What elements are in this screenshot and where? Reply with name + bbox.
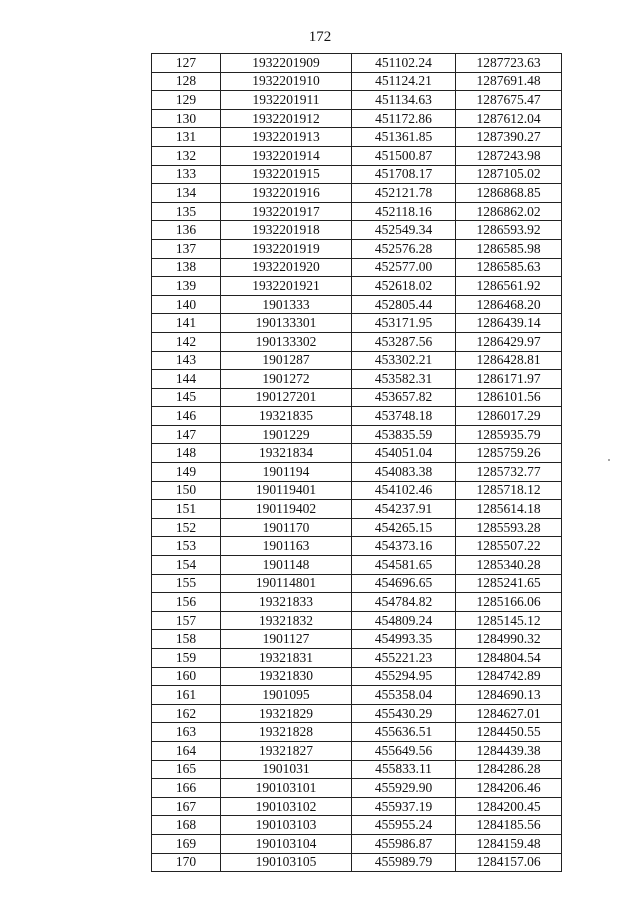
y-coordinate-cell: 1285759.26	[456, 444, 562, 463]
table-row	[152, 816, 562, 835]
table-row	[152, 239, 562, 258]
row-number-cell: 163	[152, 723, 221, 742]
x-coordinate-cell: 454696.65	[352, 574, 456, 593]
point-id-cell: 19321832	[221, 611, 352, 630]
x-coordinate-cell: 453287.56	[352, 332, 456, 351]
point-id-cell: 1932201918	[221, 221, 352, 240]
row-number-cell: 141	[152, 314, 221, 333]
point-id-cell: 1932201913	[221, 128, 352, 147]
table-row	[152, 518, 562, 537]
x-coordinate-cell: 451500.87	[352, 146, 456, 165]
x-coordinate-cell: 451134.63	[352, 91, 456, 110]
x-coordinate-cell: 455430.29	[352, 704, 456, 723]
table-row	[152, 277, 562, 296]
y-coordinate-cell: 1286561.92	[456, 277, 562, 296]
table-row	[152, 667, 562, 686]
x-coordinate-cell: 454051.04	[352, 444, 456, 463]
table-row	[152, 370, 562, 389]
row-number-cell: 155	[152, 574, 221, 593]
point-id-cell: 190103104	[221, 834, 352, 853]
row-number-cell: 146	[152, 407, 221, 426]
x-coordinate-cell: 453657.82	[352, 388, 456, 407]
row-number-cell: 151	[152, 500, 221, 519]
y-coordinate-cell: 1286429.97	[456, 332, 562, 351]
table-row	[152, 574, 562, 593]
x-coordinate-cell: 454373.16	[352, 537, 456, 556]
x-coordinate-cell: 452118.16	[352, 202, 456, 221]
y-coordinate-cell: 1285145.12	[456, 611, 562, 630]
table-row	[152, 649, 562, 668]
x-coordinate-cell: 452549.34	[352, 221, 456, 240]
table-row	[152, 184, 562, 203]
row-number-cell: 145	[152, 388, 221, 407]
table-row	[152, 779, 562, 798]
y-coordinate-cell: 1286585.98	[456, 239, 562, 258]
y-coordinate-cell: 1284185.56	[456, 816, 562, 835]
row-number-cell: 170	[152, 853, 221, 872]
y-coordinate-cell: 1285614.18	[456, 500, 562, 519]
row-number-cell: 167	[152, 797, 221, 816]
table-row	[152, 332, 562, 351]
point-id-cell: 1932201917	[221, 202, 352, 221]
x-coordinate-cell: 455221.23	[352, 649, 456, 668]
x-coordinate-cell: 454993.35	[352, 630, 456, 649]
x-coordinate-cell: 455294.95	[352, 667, 456, 686]
table-row	[152, 853, 562, 872]
x-coordinate-cell: 451172.86	[352, 109, 456, 128]
x-coordinate-cell: 455937.19	[352, 797, 456, 816]
point-id-cell: 190103101	[221, 779, 352, 798]
y-coordinate-cell: 1286593.92	[456, 221, 562, 240]
y-coordinate-cell: 1284804.54	[456, 649, 562, 668]
table-row	[152, 741, 562, 760]
x-coordinate-cell: 455986.87	[352, 834, 456, 853]
y-coordinate-cell: 1286428.81	[456, 351, 562, 370]
table-row	[152, 444, 562, 463]
point-id-cell: 19321830	[221, 667, 352, 686]
row-number-cell: 154	[152, 556, 221, 575]
row-number-cell: 136	[152, 221, 221, 240]
y-coordinate-cell: 1284450.55	[456, 723, 562, 742]
row-number-cell: 157	[152, 611, 221, 630]
row-number-cell: 169	[152, 834, 221, 853]
row-number-cell: 128	[152, 72, 221, 91]
coordinates-table-body	[152, 54, 562, 872]
table-row	[152, 630, 562, 649]
y-coordinate-cell: 1285166.06	[456, 593, 562, 612]
y-coordinate-cell: 1285718.12	[456, 481, 562, 500]
point-id-cell: 1901333	[221, 295, 352, 314]
row-number-cell: 139	[152, 277, 221, 296]
table-row	[152, 481, 562, 500]
x-coordinate-cell: 453835.59	[352, 425, 456, 444]
row-number-cell: 165	[152, 760, 221, 779]
point-id-cell: 1932201920	[221, 258, 352, 277]
point-id-cell: 190119402	[221, 500, 352, 519]
x-coordinate-cell: 455358.04	[352, 686, 456, 705]
row-number-cell: 153	[152, 537, 221, 556]
y-coordinate-cell: 1287691.48	[456, 72, 562, 91]
x-coordinate-cell: 455929.90	[352, 779, 456, 798]
y-coordinate-cell: 1285935.79	[456, 425, 562, 444]
point-id-cell: 190103103	[221, 816, 352, 835]
x-coordinate-cell: 451361.85	[352, 128, 456, 147]
row-number-cell: 150	[152, 481, 221, 500]
table-row	[152, 91, 562, 110]
point-id-cell: 190127201	[221, 388, 352, 407]
point-id-cell: 190103105	[221, 853, 352, 872]
point-id-cell: 1901031	[221, 760, 352, 779]
point-id-cell: 1932201916	[221, 184, 352, 203]
table-row	[152, 72, 562, 91]
table-row	[152, 295, 562, 314]
table-row	[152, 611, 562, 630]
y-coordinate-cell: 1286171.97	[456, 370, 562, 389]
point-id-cell: 1901170	[221, 518, 352, 537]
table-row	[152, 797, 562, 816]
table-row	[152, 314, 562, 333]
point-id-cell: 19321835	[221, 407, 352, 426]
row-number-cell: 127	[152, 54, 221, 73]
table-row	[152, 556, 562, 575]
x-coordinate-cell: 452576.28	[352, 239, 456, 258]
table-row	[152, 723, 562, 742]
point-id-cell: 1932201919	[221, 239, 352, 258]
table-row	[152, 537, 562, 556]
y-coordinate-cell: 1284627.01	[456, 704, 562, 723]
point-id-cell: 1901127	[221, 630, 352, 649]
point-id-cell: 190133301	[221, 314, 352, 333]
x-coordinate-cell: 453171.95	[352, 314, 456, 333]
point-id-cell: 1932201914	[221, 146, 352, 165]
table-row	[152, 704, 562, 723]
x-coordinate-cell: 454784.82	[352, 593, 456, 612]
x-coordinate-cell: 453302.21	[352, 351, 456, 370]
row-number-cell: 149	[152, 463, 221, 482]
table-row	[152, 686, 562, 705]
point-id-cell: 19321834	[221, 444, 352, 463]
y-coordinate-cell: 1287675.47	[456, 91, 562, 110]
table-row	[152, 593, 562, 612]
y-coordinate-cell: 1285593.28	[456, 518, 562, 537]
row-number-cell: 129	[152, 91, 221, 110]
y-coordinate-cell: 1286862.02	[456, 202, 562, 221]
y-coordinate-cell: 1287105.02	[456, 165, 562, 184]
table-row	[152, 500, 562, 519]
y-coordinate-cell: 1287612.04	[456, 109, 562, 128]
y-coordinate-cell: 1284159.48	[456, 834, 562, 853]
row-number-cell: 138	[152, 258, 221, 277]
point-id-cell: 1932201915	[221, 165, 352, 184]
y-coordinate-cell: 1284206.46	[456, 779, 562, 798]
y-coordinate-cell: 1285340.28	[456, 556, 562, 575]
row-number-cell: 142	[152, 332, 221, 351]
y-coordinate-cell: 1284200.45	[456, 797, 562, 816]
table-row	[152, 351, 562, 370]
row-number-cell: 131	[152, 128, 221, 147]
row-number-cell: 156	[152, 593, 221, 612]
table-row	[152, 258, 562, 277]
row-number-cell: 137	[152, 239, 221, 258]
point-id-cell: 1901272	[221, 370, 352, 389]
y-coordinate-cell: 1284157.06	[456, 853, 562, 872]
y-coordinate-cell: 1286868.85	[456, 184, 562, 203]
table-row	[152, 425, 562, 444]
coordinates-table	[151, 53, 562, 872]
point-id-cell: 1932201912	[221, 109, 352, 128]
row-number-cell: 164	[152, 741, 221, 760]
x-coordinate-cell: 455989.79	[352, 853, 456, 872]
point-id-cell: 19321829	[221, 704, 352, 723]
table-row	[152, 146, 562, 165]
table-row	[152, 202, 562, 221]
y-coordinate-cell: 1286585.63	[456, 258, 562, 277]
y-coordinate-cell: 1286101.56	[456, 388, 562, 407]
x-coordinate-cell: 453748.18	[352, 407, 456, 426]
row-number-cell: 166	[152, 779, 221, 798]
table-row	[152, 388, 562, 407]
x-coordinate-cell: 452577.00	[352, 258, 456, 277]
row-number-cell: 158	[152, 630, 221, 649]
x-coordinate-cell: 452618.02	[352, 277, 456, 296]
x-coordinate-cell: 452121.78	[352, 184, 456, 203]
table-row	[152, 165, 562, 184]
point-id-cell: 1901194	[221, 463, 352, 482]
x-coordinate-cell: 454581.65	[352, 556, 456, 575]
row-number-cell: 162	[152, 704, 221, 723]
y-coordinate-cell: 1285241.65	[456, 574, 562, 593]
point-id-cell: 1932201921	[221, 277, 352, 296]
point-id-cell: 1901148	[221, 556, 352, 575]
row-number-cell: 134	[152, 184, 221, 203]
row-number-cell: 148	[152, 444, 221, 463]
y-coordinate-cell: 1284286.28	[456, 760, 562, 779]
x-coordinate-cell: 455955.24	[352, 816, 456, 835]
x-coordinate-cell: 454083.38	[352, 463, 456, 482]
table-row	[152, 834, 562, 853]
table-row	[152, 54, 562, 73]
x-coordinate-cell: 455833.11	[352, 760, 456, 779]
y-coordinate-cell: 1286439.14	[456, 314, 562, 333]
row-number-cell: 143	[152, 351, 221, 370]
y-coordinate-cell: 1284690.13	[456, 686, 562, 705]
y-coordinate-cell: 1284742.89	[456, 667, 562, 686]
x-coordinate-cell: 454265.15	[352, 518, 456, 537]
y-coordinate-cell: 1287723.63	[456, 54, 562, 73]
point-id-cell: 1932201911	[221, 91, 352, 110]
y-coordinate-cell: 1287243.98	[456, 146, 562, 165]
x-coordinate-cell: 455649.56	[352, 741, 456, 760]
y-coordinate-cell: 1286017.29	[456, 407, 562, 426]
row-number-cell: 144	[152, 370, 221, 389]
x-coordinate-cell: 455636.51	[352, 723, 456, 742]
point-id-cell: 19321827	[221, 741, 352, 760]
point-id-cell: 19321833	[221, 593, 352, 612]
x-coordinate-cell: 454809.24	[352, 611, 456, 630]
point-id-cell: 190114801	[221, 574, 352, 593]
row-number-cell: 140	[152, 295, 221, 314]
row-number-cell: 135	[152, 202, 221, 221]
point-id-cell: 1901287	[221, 351, 352, 370]
row-number-cell: 160	[152, 667, 221, 686]
point-id-cell: 1901163	[221, 537, 352, 556]
row-number-cell: 130	[152, 109, 221, 128]
y-coordinate-cell: 1286468.20	[456, 295, 562, 314]
table-row	[152, 407, 562, 426]
row-number-cell: 133	[152, 165, 221, 184]
point-id-cell: 1901095	[221, 686, 352, 705]
table-row	[152, 109, 562, 128]
point-id-cell: 190133302	[221, 332, 352, 351]
y-coordinate-cell: 1284990.32	[456, 630, 562, 649]
table-row	[152, 463, 562, 482]
x-coordinate-cell: 451124.21	[352, 72, 456, 91]
page-number: 172	[308, 29, 332, 45]
y-coordinate-cell: 1287390.27	[456, 128, 562, 147]
y-coordinate-cell: 1284439.38	[456, 741, 562, 760]
point-id-cell: 1932201909	[221, 54, 352, 73]
row-number-cell: 147	[152, 425, 221, 444]
scan-speck	[608, 459, 610, 461]
point-id-cell: 190119401	[221, 481, 352, 500]
point-id-cell: 1901229	[221, 425, 352, 444]
row-number-cell: 152	[152, 518, 221, 537]
row-number-cell: 161	[152, 686, 221, 705]
y-coordinate-cell: 1285507.22	[456, 537, 562, 556]
x-coordinate-cell: 451102.24	[352, 54, 456, 73]
point-id-cell: 19321831	[221, 649, 352, 668]
row-number-cell: 132	[152, 146, 221, 165]
x-coordinate-cell: 453582.31	[352, 370, 456, 389]
y-coordinate-cell: 1285732.77	[456, 463, 562, 482]
row-number-cell: 168	[152, 816, 221, 835]
x-coordinate-cell: 454102.46	[352, 481, 456, 500]
x-coordinate-cell: 452805.44	[352, 295, 456, 314]
table-row	[152, 221, 562, 240]
x-coordinate-cell: 454237.91	[352, 500, 456, 519]
table-row	[152, 760, 562, 779]
point-id-cell: 19321828	[221, 723, 352, 742]
table-row	[152, 128, 562, 147]
point-id-cell: 1932201910	[221, 72, 352, 91]
point-id-cell: 190103102	[221, 797, 352, 816]
row-number-cell: 159	[152, 649, 221, 668]
x-coordinate-cell: 451708.17	[352, 165, 456, 184]
